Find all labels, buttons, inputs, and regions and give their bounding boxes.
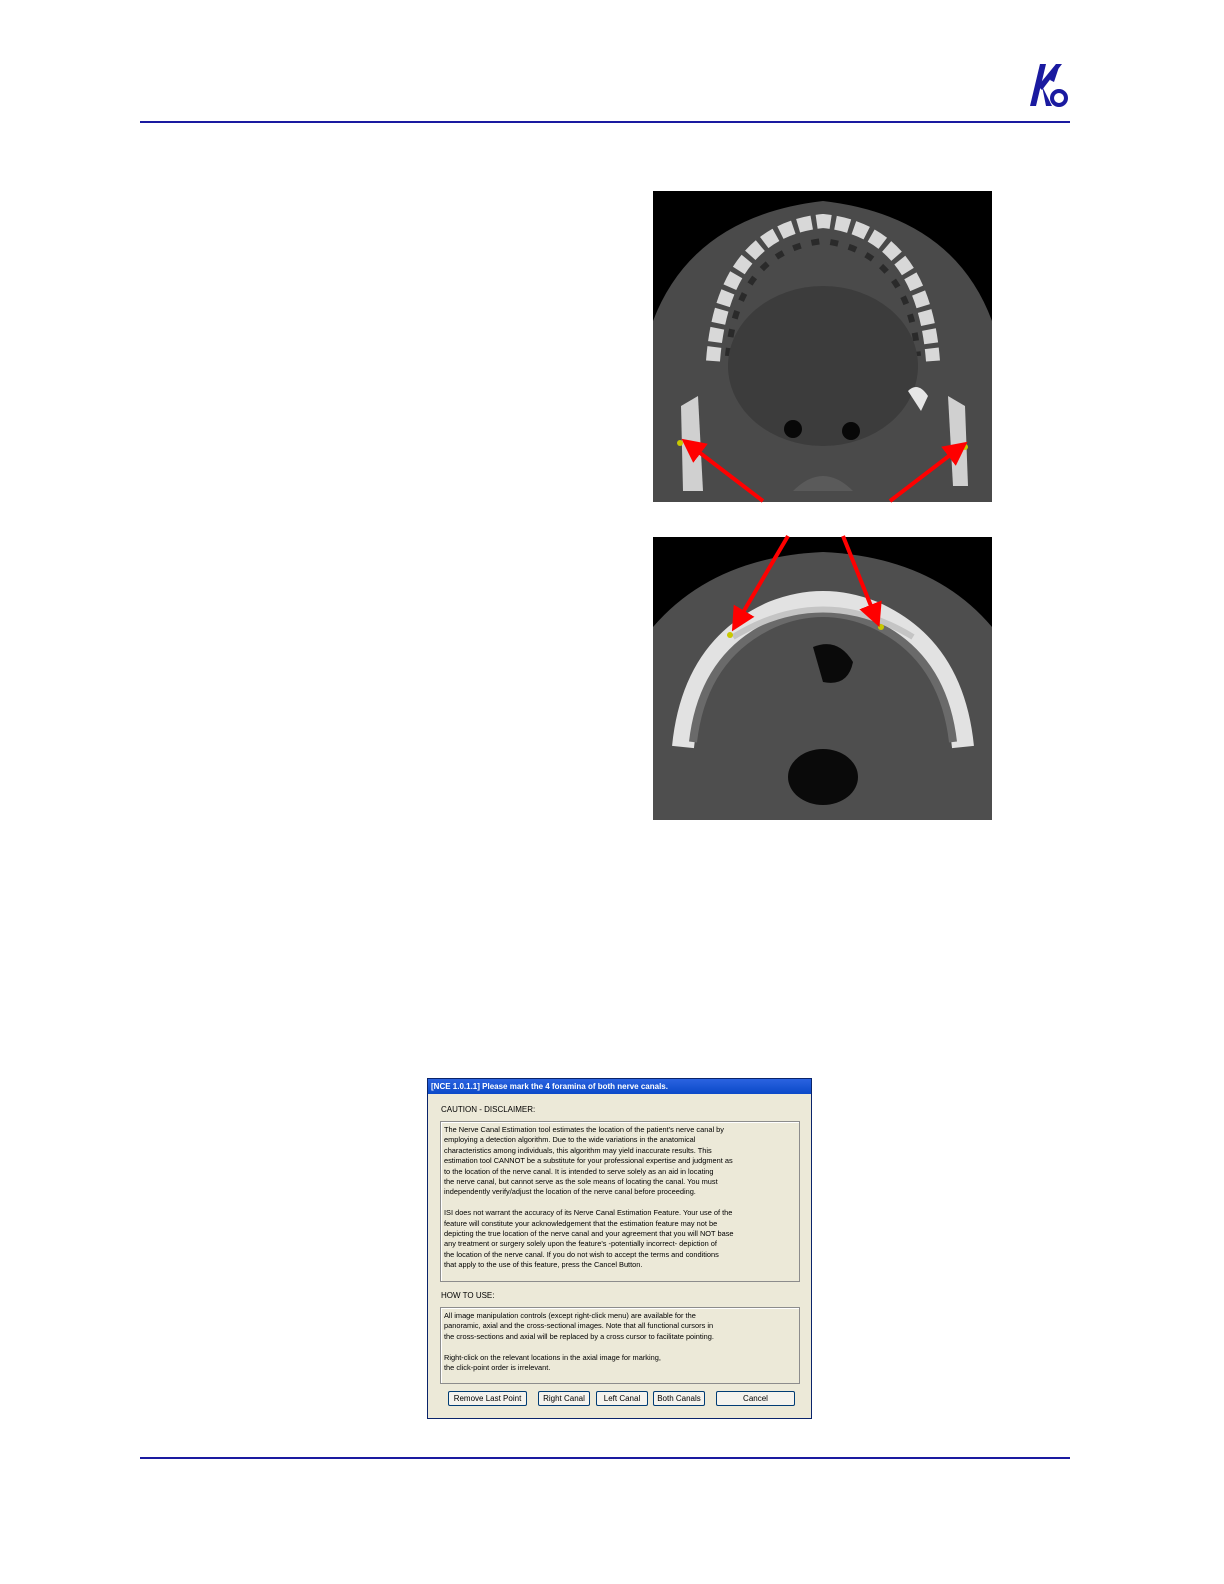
footer-rule — [140, 1457, 1070, 1459]
cancel-button[interactable]: Cancel — [716, 1391, 795, 1406]
both-canals-button[interactable]: Both Canals — [653, 1391, 705, 1406]
how-to-use-text-box[interactable]: All image manipulation controls (except right-click menu) are available for the panoramic, axial and the cross-sectional images. Note that all functional cursors in the cross-sections and axial will be replaced by a cross cursor to facilitate pointing. Right-click on the relevant locations in the axial image for marking, the click-point order is irrelevant. — [440, 1307, 800, 1384]
how-to-use-label: HOW TO USE: — [441, 1291, 495, 1300]
kavo-logo — [1026, 60, 1070, 110]
nerve-canal-estimation-dialog — [427, 1078, 812, 1419]
axial-ct-upper-image — [653, 191, 992, 502]
right-canal-button[interactable]: Right Canal — [538, 1391, 590, 1406]
axial-ct-mandible-image — [653, 537, 992, 820]
caution-text-box[interactable]: The Nerve Canal Estimation tool estimates the location of the patient's nerve canal by employing a detection algorithm. Due to the wide variations in the anatomical characteristics among individuals, this algorithm may yield inaccurate results. This estimation tool CANNOT be a substitute for your professional expertise and judgment as to the location of the nerve canal. It is intended to serve solely as an aid in locating the nerve canal, but cannot serve as the sole means of locating the canal. You must independently verify/adjust the location of the nerve canal before proceeding. ISI does not warrant the accuracy of its Nerve Canal Estimation Feature. Your use of the feature will constitute your acknowledgement that the estimation feature may not be depicting the true location of the nerve canal and your agreement that you will NOT base any treatment or surgery solely upon the feature's -potentially incorrect- depiction of the location of the nerve canal. If you do not wish to accept the terms and conditions that apply to the use of this feature, press the Cancel Button. — [440, 1121, 800, 1282]
caution-label: CAUTION - DISCLAIMER: — [441, 1105, 536, 1114]
left-canal-button[interactable]: Left Canal — [596, 1391, 648, 1406]
remove-last-point-button[interactable]: Remove Last Point — [448, 1391, 527, 1406]
dialog-title[interactable]: [NCE 1.0.1.1] Please mark the 4 foramina of both nerve canals. — [428, 1079, 811, 1094]
header-rule — [140, 121, 1070, 123]
